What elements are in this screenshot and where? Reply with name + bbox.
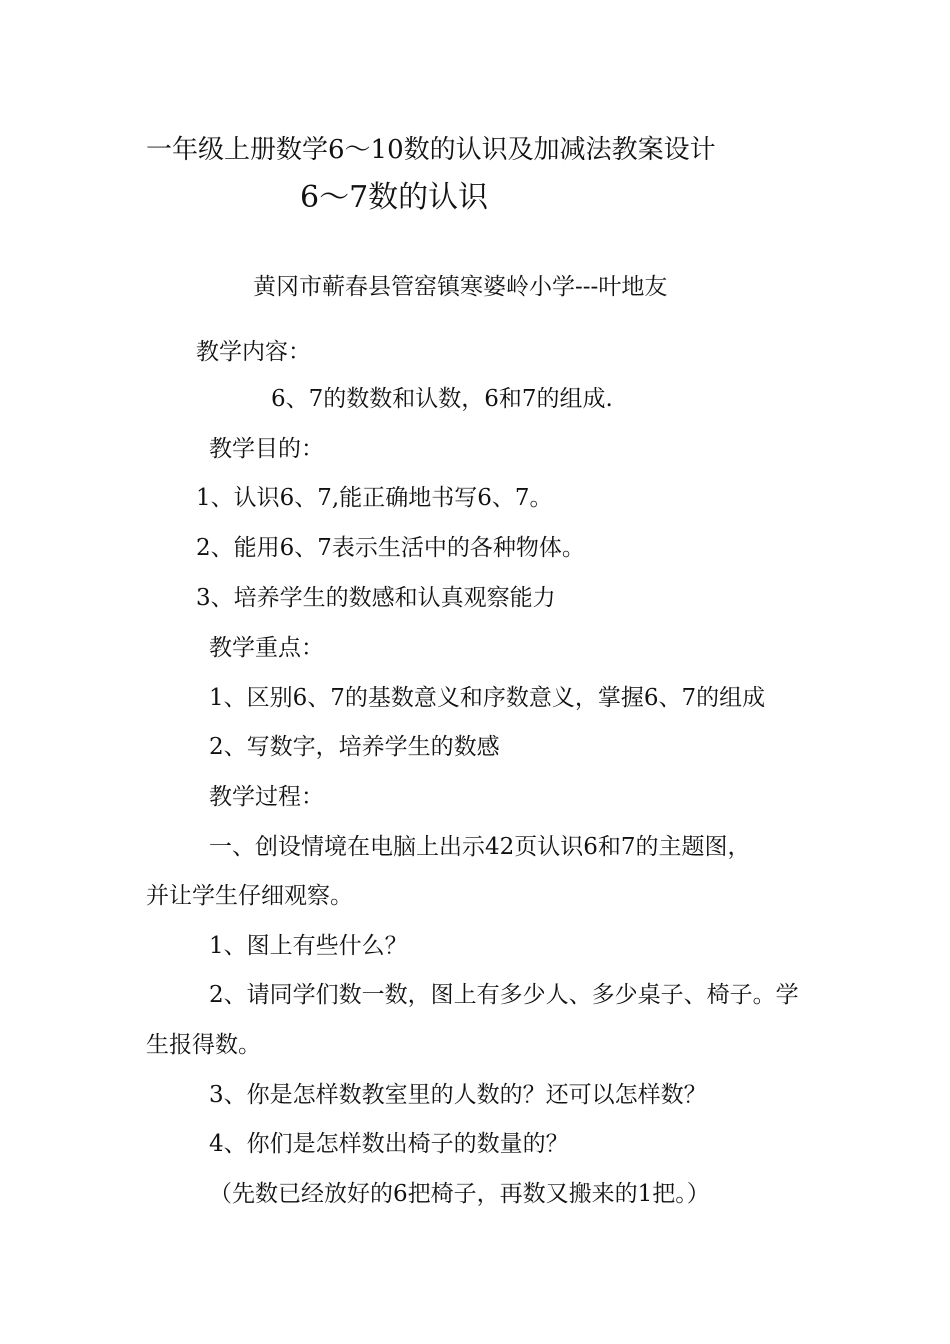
section-heading-focus: 教学重点： [209,635,324,661]
paragraph-line: 1、区别6、7的基数意义和序数意义，掌握6、7的组成 [209,685,766,711]
section-heading-content: 教学内容： [196,339,311,365]
paragraph-line: 3、你是怎样数教室里的人数的？还可以怎样数？ [209,1082,707,1108]
paragraph-line: （先数已经放好的6把椅子，再数又搬来的1把。） [209,1181,710,1207]
paragraph-line: 6、7的数数和认数，6和7的组成. [271,386,613,412]
paragraph-line: 并让学生仔细观察。 [146,883,353,909]
paragraph-line: 2、能用6、7表示生活中的各种物体。 [196,535,585,561]
paragraph-line: 2、写数字，培养学生的数感 [209,734,500,760]
section-heading-objectives: 教学目的： [209,436,324,462]
document-subtitle: 6～7数的认识 [300,180,489,215]
paragraph-line: 2、请同学们数一数，图上有多少人、多少桌子、椅子。学 [209,982,799,1008]
document-title: 一年级上册数学6～10数的认识及加减法教案设计 [146,135,716,165]
paragraph-line: 4、你们是怎样数出椅子的数量的？ [209,1131,569,1157]
paragraph-line: 1、图上有些什么？ [209,933,408,959]
paragraph-line: 一、创设情境在电脑上出示42页认识6和7的主题图， [209,834,751,860]
paragraph-line: 1、认识6、7,能正确地书写6、7。 [196,485,553,511]
paragraph-line: 3、培养学生的数感和认真观察能力 [196,585,556,611]
section-heading-process: 教学过程： [209,784,324,810]
paragraph-line: 生报得数。 [146,1032,261,1058]
author-line: 黄冈市蕲春县管窑镇寒婆岭小学---叶地友 [253,274,668,300]
